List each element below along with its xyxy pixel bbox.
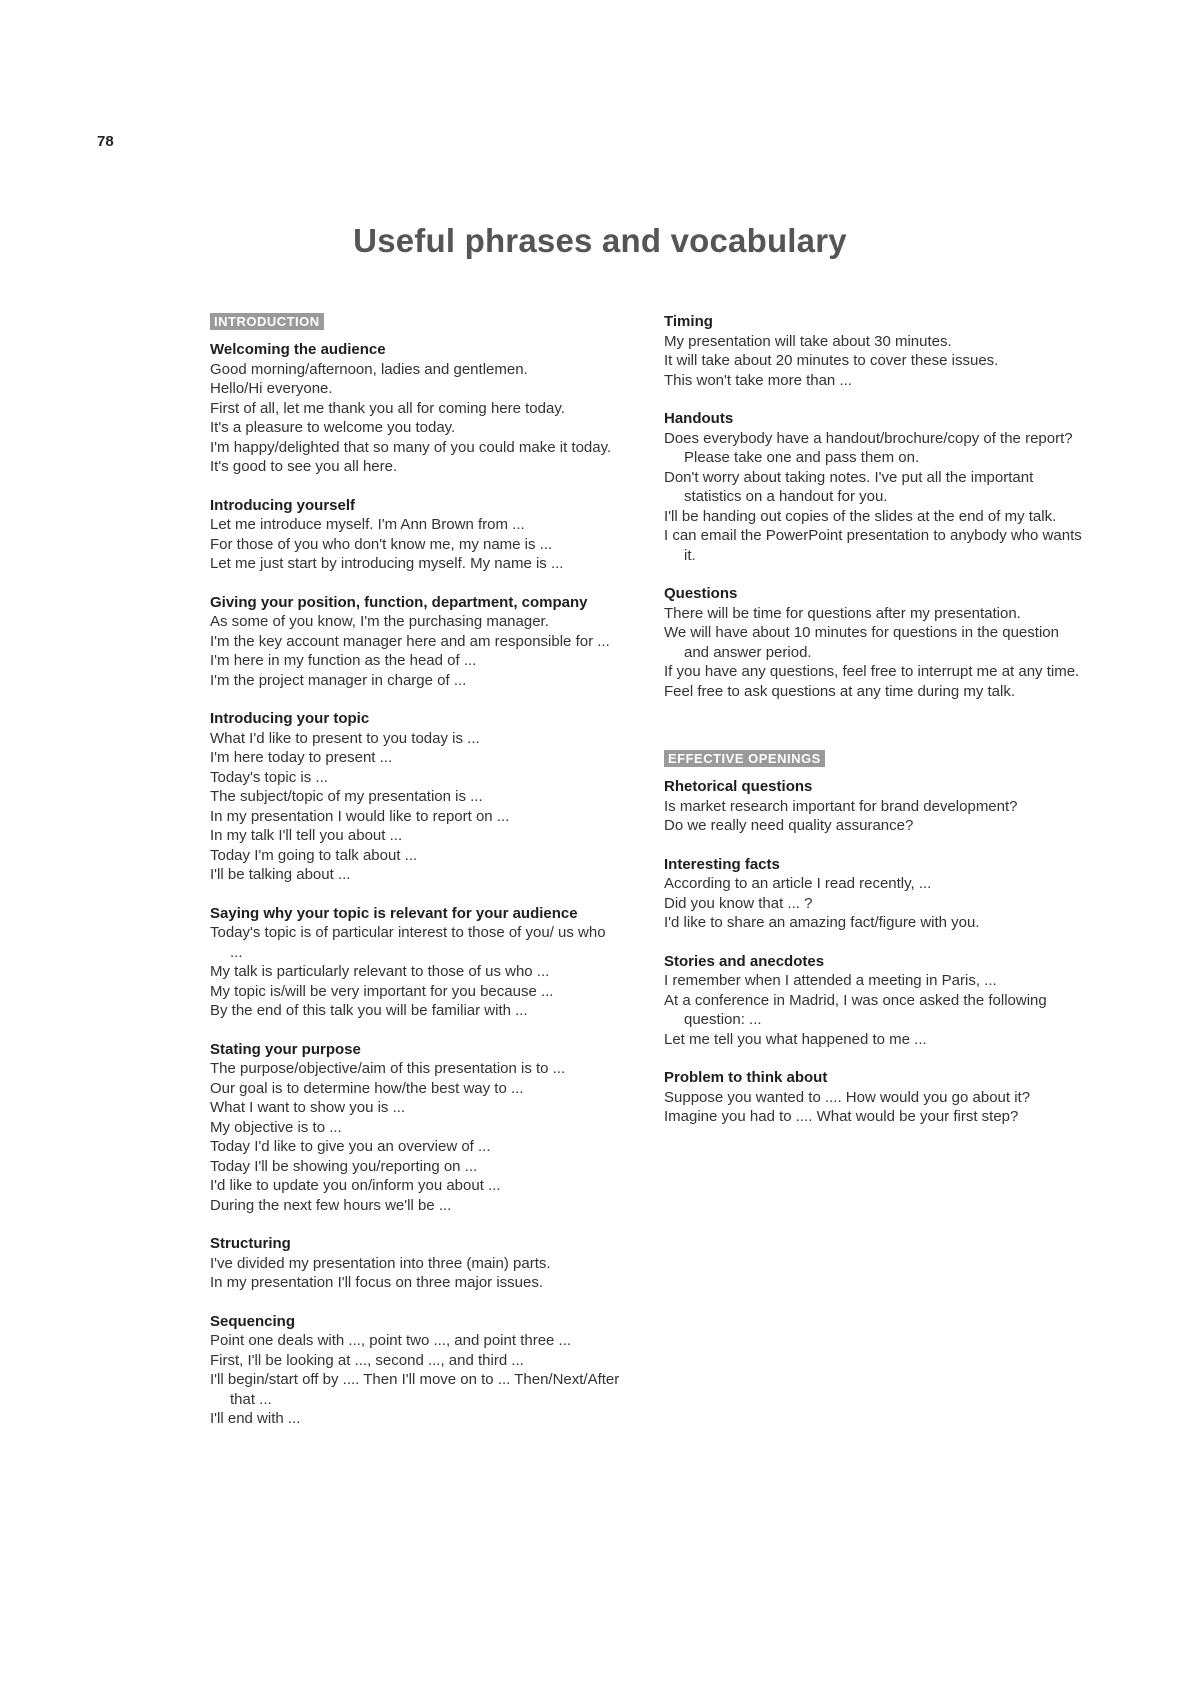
phrase-group	[210, 1040, 620, 1216]
right-groups-bottom	[664, 777, 1084, 1127]
phrase-line: Does everybody have a handout/brochure/copy of the report? Please take one and pass them on.	[664, 429, 1073, 466]
phrase-line: Did you know that ... ?	[664, 894, 813, 912]
phrase-line: Today I'll be showing you/reporting on ...	[210, 1157, 478, 1175]
phrase-group	[210, 709, 620, 885]
group-heading: Questions	[664, 585, 738, 602]
phrase-line: Let me tell you what happened to me ...	[664, 1030, 927, 1048]
phrase-line: It's good to see you all here.	[210, 458, 398, 475]
phrase-line: As some of you know, I'm the purchasing manager.	[210, 613, 549, 630]
phrase-line: Do we really need quality assurance?	[664, 817, 914, 834]
phrase-line: In my talk I'll tell you about ...	[210, 827, 403, 844]
phrase-line: I'm the key account manager here and am responsible for ...	[210, 632, 610, 650]
phrase-line: Suppose you wanted to .... How would you go about it?	[664, 1088, 1031, 1106]
phrase-line: I'll end with ...	[210, 1410, 301, 1427]
phrase-line: I'm here in my function as the head of ...	[210, 652, 477, 669]
phrase-line: Hello/Hi everyone.	[210, 380, 333, 397]
phrase-line: What I'd like to present to you today is ...	[210, 729, 480, 747]
phrase-line: First of all, let me thank you all for coming here today.	[210, 399, 565, 417]
phrase-group	[664, 312, 1084, 390]
phrase-line: Today's topic is ...	[210, 768, 328, 786]
phrase-line: I remember when I attended a meeting in Paris, ...	[664, 972, 997, 989]
phrase-line: In my presentation I'll focus on three major issues.	[210, 1274, 544, 1291]
phrase-group	[210, 904, 620, 1021]
phrase-line: Our goal is to determine how/the best way to ...	[210, 1079, 524, 1097]
phrase-line: I can email the PowerPoint presentation to anybody who wants it.	[664, 527, 1082, 564]
page-number: 78	[97, 133, 114, 150]
phrase-group	[210, 1234, 620, 1293]
phrase-line: It will take about 20 minutes to cover these issues.	[664, 352, 999, 369]
phrase-line: Let me just start by introducing myself. My name is ...	[210, 555, 564, 572]
page-title: Useful phrases and vocabulary	[353, 222, 847, 259]
phrase-line: According to an article I read recently, ...	[664, 875, 932, 892]
group-heading: Timing	[664, 313, 713, 330]
phrase-line: Today I'm going to talk about ...	[210, 846, 418, 864]
phrase-line: Today I'd like to give you an overview of ...	[210, 1138, 491, 1155]
phrase-line: I'm here today to present ...	[210, 749, 393, 766]
group-heading: Introducing your topic	[210, 710, 370, 727]
phrase-line: During the next few hours we'll be ...	[210, 1196, 452, 1214]
phrase-group	[664, 777, 1084, 836]
phrase-line: What I want to show you is ...	[210, 1099, 406, 1116]
right-groups-top	[664, 312, 1084, 701]
group-heading: Stating your purpose	[210, 1040, 361, 1058]
phrase-line: I'm happy/delighted that so many of you could make it today.	[210, 438, 612, 456]
phrase-line: Point one deals with ..., point two ..., and point three ...	[210, 1332, 572, 1349]
phrase-line: Today's topic is of particular interest to those of you/ us who ...	[210, 924, 606, 961]
phrase-group	[664, 952, 1084, 1050]
group-heading: Stories and anecdotes	[664, 952, 825, 970]
section-band-effective-openings: EFFECTIVE OPENINGS	[664, 750, 825, 767]
phrase-line: I'll be handing out copies of the slides at the end of my talk.	[664, 507, 1057, 525]
phrase-line: The subject/topic of my presentation is ...	[210, 788, 483, 805]
phrase-line: There will be time for questions after my presentation.	[664, 604, 1021, 622]
phrase-group	[210, 496, 620, 574]
phrase-line: It's a pleasure to welcome you today.	[210, 419, 456, 436]
phrase-line: In my presentation I would like to report on ...	[210, 807, 510, 825]
phrase-line: Good morning/afternoon, ladies and gentlemen.	[210, 360, 528, 378]
group-heading: Sequencing	[210, 1312, 296, 1330]
phrase-group	[664, 409, 1084, 565]
section-band-introduction: INTRODUCTION	[210, 313, 324, 330]
phrase-line: We will have about 10 minutes for questions in the question and answer period.	[664, 624, 1059, 661]
group-heading: Problem to think about	[664, 1069, 828, 1086]
phrase-line: I'd like to share an amazing fact/figure with you.	[664, 914, 980, 931]
phrase-line: Don't worry about taking notes. I've put all the important statistics on a handout for you.	[664, 468, 1034, 505]
group-heading: Handouts	[664, 410, 734, 427]
phrase-group	[210, 593, 620, 691]
group-heading: Rhetorical questions	[664, 778, 813, 795]
left-groups	[210, 340, 620, 1429]
phrase-line: I've divided my presentation into three (main) parts.	[210, 1254, 551, 1272]
phrase-line: My talk is particularly relevant to those of us who ...	[210, 963, 550, 980]
phrase-line: For those of you who don't know me, my name is ...	[210, 535, 553, 553]
phrase-line: My objective is to ...	[210, 1118, 342, 1136]
phrase-line: Let me introduce myself. I'm Ann Brown from ...	[210, 516, 525, 533]
group-heading: Structuring	[210, 1235, 291, 1252]
phrase-line: My topic is/will be very important for you because ...	[210, 982, 554, 1000]
group-heading: Saying why your topic is relevant for your audience	[210, 904, 578, 922]
phrase-line: Feel free to ask questions at any time during my talk.	[664, 682, 1015, 700]
phrase-line: I'm the project manager in charge of ...	[210, 671, 467, 689]
left-column	[210, 312, 620, 1448]
group-heading: Introducing yourself	[210, 496, 356, 514]
phrase-group	[664, 1068, 1084, 1127]
phrase-group	[210, 340, 620, 477]
phrase-line: My presentation will take about 30 minutes.	[664, 332, 952, 350]
phrase-line: If you have any questions, feel free to interrupt me at any time.	[664, 663, 1080, 680]
phrase-line: The purpose/objective/aim of this presentation is to ...	[210, 1060, 566, 1077]
phrase-group	[210, 1312, 620, 1429]
phrase-line: First, I'll be looking at ..., second ..., and third ...	[210, 1351, 524, 1369]
group-heading: Welcoming the audience	[210, 341, 386, 358]
group-heading: Giving your position, function, department, company	[210, 593, 588, 611]
right-column	[664, 312, 1084, 1146]
phrase-line: I'll begin/start off by .... Then I'll move on to ... Then/Next/After that ...	[210, 1371, 620, 1408]
phrase-line: At a conference in Madrid, I was once asked the following question: ...	[664, 991, 1047, 1028]
phrase-line: By the end of this talk you will be familiar with ...	[210, 1002, 528, 1019]
phrase-group	[664, 584, 1084, 701]
group-heading: Interesting facts	[664, 855, 780, 873]
phrase-line: I'll be talking about ...	[210, 866, 351, 883]
phrase-line: This won't take more than ...	[664, 371, 852, 389]
phrase-line: Imagine you had to .... What would be your first step?	[664, 1108, 1019, 1125]
phrase-line: Is market research important for brand development?	[664, 797, 1018, 815]
phrase-line: I'd like to update you on/inform you about ...	[210, 1177, 501, 1194]
phrase-group	[664, 855, 1084, 933]
